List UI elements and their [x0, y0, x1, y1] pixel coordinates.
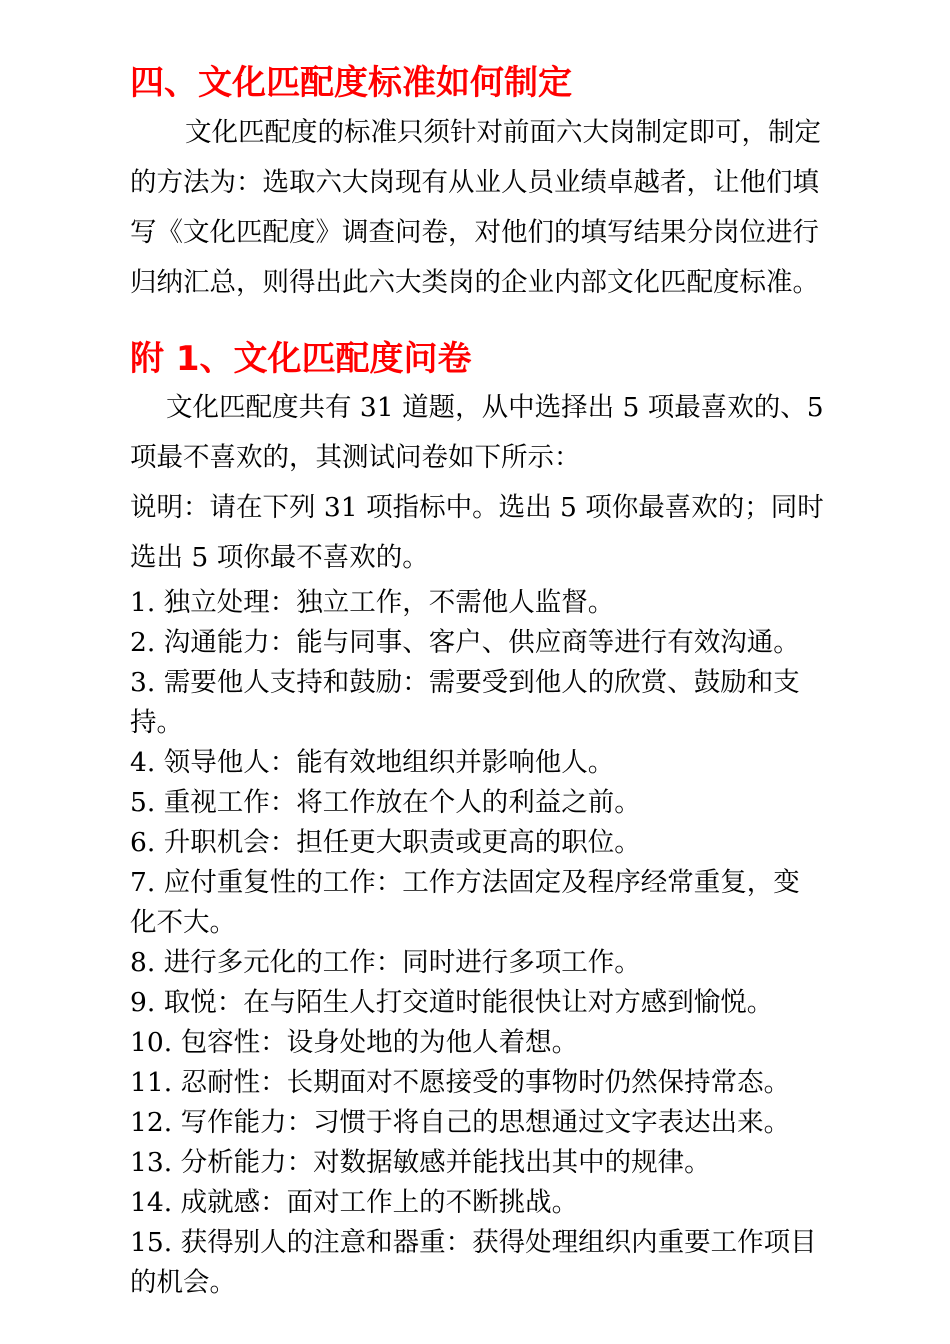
list-item: 14. 成就感：面对工作上的不断挑战。 — [130, 1187, 579, 1218]
paragraph-line: 的方法为：选取六大岗现有从业人员业绩卓越者，让他们填 — [130, 167, 819, 198]
intro-line: 文化匹配度共有 31 道题，从中选择出 5 项最喜欢的、5 — [166, 392, 824, 423]
list-item-continuation: 化不大。 — [130, 907, 236, 938]
note-line: 选出 5 项你最不喜欢的。 — [130, 542, 429, 573]
list-item: 10. 包容性：设身处地的为他人着想。 — [130, 1027, 579, 1058]
paragraph-line: 归纳汇总，则得出此六大类岗的企业内部文化匹配度标准。 — [130, 267, 819, 298]
note-line: 说明：请在下列 31 项指标中。选出 5 项你最喜欢的；同时 — [130, 492, 824, 523]
list-item: 7. 应付重复性的工作：工作方法固定及程序经常重复，变 — [130, 867, 800, 898]
list-item-continuation: 的机会。 — [130, 1267, 236, 1298]
list-item: 3. 需要他人支持和鼓励：需要受到他人的欣赏、鼓励和支 — [130, 667, 800, 698]
paragraph-line: 写《文化匹配度》调查问卷，对他们的填写结果分岗位进行 — [130, 217, 819, 248]
list-item: 1. 独立处理：独立工作，不需他人监督。 — [130, 587, 615, 618]
list-item: 15. 获得别人的注意和器重：获得处理组织内重要工作项目 — [130, 1227, 817, 1258]
list-item: 2. 沟通能力：能与同事、客户、供应商等进行有效沟通。 — [130, 627, 800, 658]
list-item: 8. 进行多元化的工作：同时进行多项工作。 — [130, 947, 641, 978]
list-item-continuation: 持。 — [130, 707, 183, 738]
paragraph-line: 文化匹配度的标准只须针对前面六大岗制定即可，制定 — [185, 117, 821, 148]
intro-line: 项最不喜欢的，其测试问卷如下所示： — [130, 442, 581, 473]
list-item: 13. 分析能力：对数据敏感并能找出其中的规律。 — [130, 1147, 711, 1178]
section-heading: 四、文化匹配度标准如何制定 — [130, 63, 572, 103]
list-item: 6. 升职机会：担任更大职责或更高的职位。 — [130, 827, 641, 858]
list-item: 9. 取悦：在与陌生人打交道时能很快让对方感到愉悦。 — [130, 987, 774, 1018]
list-item: 4. 领导他人：能有效地组织并影响他人。 — [130, 747, 615, 778]
list-item: 5. 重视工作：将工作放在个人的利益之前。 — [130, 787, 641, 818]
list-item: 11. 忍耐性：长期面对不愿接受的事物时仍然保持常态。 — [130, 1067, 791, 1098]
appendix-heading: 附 1、文化匹配度问卷 — [130, 339, 472, 379]
list-item: 12. 写作能力：习惯于将自己的思想通过文字表达出来。 — [130, 1107, 791, 1138]
